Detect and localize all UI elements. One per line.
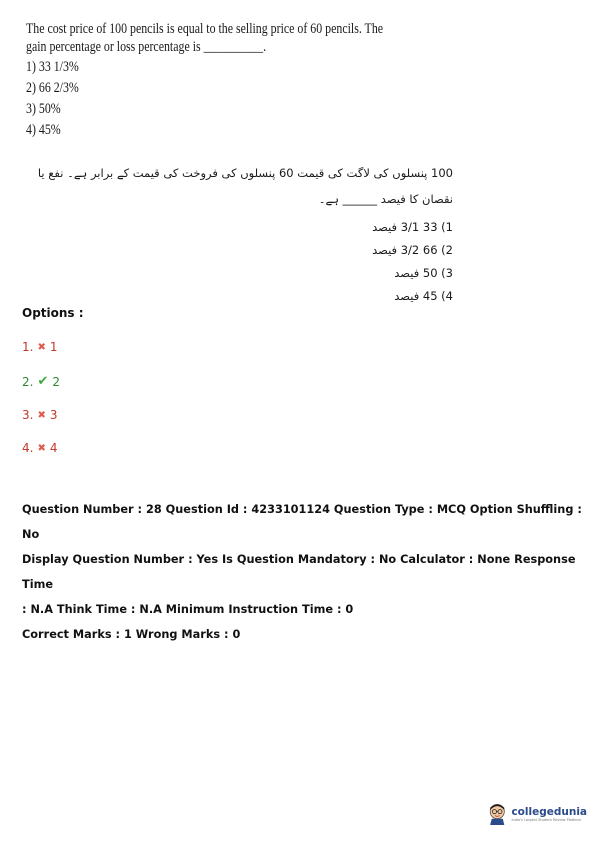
question-stem-ur: 100 پنسلوں کی لاگت کی قیمت 60 پنسلوں کی فروخت کی قیمت کے برابر ہے۔ نفع یا نقصان کا فیصد ______ ہے۔ [37,166,453,206]
collegedunia-logo [487,797,587,831]
choice-value: 2 [52,374,60,389]
choice-value: 4 [49,441,58,455]
choice-1[interactable] [22,340,57,354]
meta-line-4: Correct Marks : 1 Wrong Marks : 0 [22,628,241,641]
checkmark-icon: ✔ [37,374,49,389]
choice-3[interactable] [22,408,57,422]
question-metadata [22,497,582,647]
cross-icon: ✖ [37,442,46,454]
cross-icon: ✖ [37,341,46,353]
meta-line-1: Question Number : 28 Question Id : 4233101124 Question Type : MCQ Option Shuffling : No [22,503,582,541]
meta-line-3: : N.A Think Time : N.A Minimum Instruction Time : 0 [22,603,354,616]
options-label: Options : [22,306,84,320]
choice-number: 3. [22,408,34,422]
choice-number: 1. [22,340,34,354]
option-en-3: 3) 50% [26,101,61,117]
mascot-icon [487,799,507,829]
meta-line-2: Display Question Number : Yes Is Question Mandatory : No Calculator : None Response Time [22,553,576,591]
choice-2[interactable] [22,374,60,389]
option-ur-3: 3) 50 فیصد [394,266,453,280]
choice-value: 3 [49,408,58,422]
logo-tagline: India's Largest Student Review Platform [511,818,582,822]
question-urdu [23,160,453,308]
choice-value: 1 [49,340,58,354]
question-stem-en: The cost price of 100 pencils is equal to the selling price of 60 pencils. The gain percentage or loss percentage is __________. [26,21,384,55]
choice-4[interactable] [22,441,57,455]
option-en-2: 2) 66 2/3% [26,80,79,96]
option-ur-1: 1) 33 3/1 فیصد [372,220,453,234]
cross-icon: ✖ [37,409,46,421]
question-english [26,20,387,141]
option-en-4: 4) 45% [26,122,61,138]
option-en-1: 1) 33 1/3% [26,59,79,75]
option-ur-2: 2) 66 3/2 فیصد [372,243,453,257]
logo-name: collegedunia [511,806,587,818]
choice-number: 4. [22,441,34,455]
choice-number: 2. [22,374,34,389]
option-ur-4: 4) 45 فیصد [394,289,453,303]
